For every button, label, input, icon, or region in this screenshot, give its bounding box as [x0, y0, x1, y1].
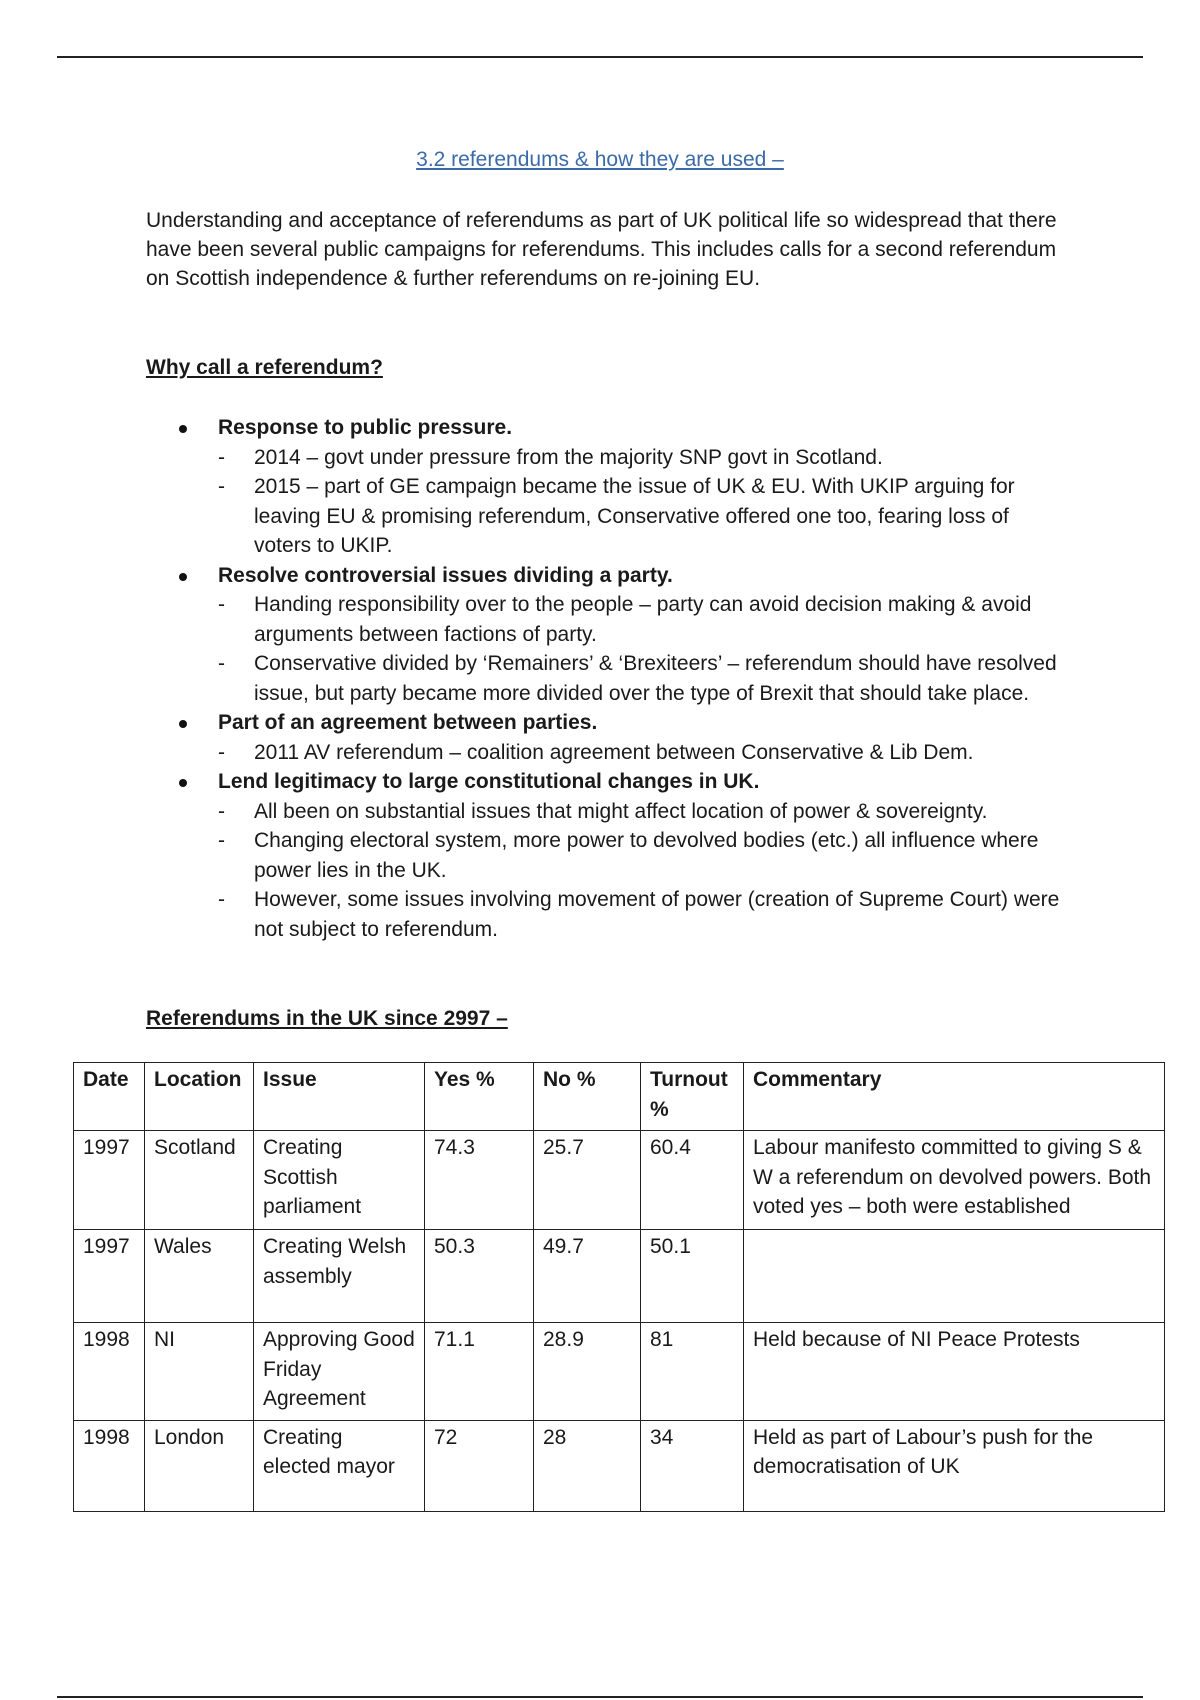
reason-title: Part of an agreement between parties.	[218, 711, 598, 734]
dash-icon: -	[218, 445, 225, 469]
dash-icon: -	[218, 888, 225, 911]
reason-item	[170, 708, 1070, 767]
cell-turnout: 60.4	[641, 1131, 744, 1230]
col-header-location: Location	[145, 1063, 254, 1131]
reason-point	[218, 590, 1070, 649]
cell-no: 25.7	[534, 1131, 641, 1230]
reason-point-text: 2014 – govt under pressure from the majority SNP govt in Scotland.	[254, 445, 883, 469]
col-header-yes: Yes %	[425, 1063, 534, 1131]
dash-icon: -	[218, 475, 225, 498]
col-header-issue: Issue	[254, 1063, 425, 1131]
page-title: 3.2 referendums & how they are used –	[416, 148, 784, 171]
cell-yes: 72	[425, 1420, 534, 1511]
reason-title: Resolve controversial issues dividing a party.	[218, 563, 673, 587]
cell-yes: 71.1	[425, 1323, 534, 1421]
cell-issue: Creating Scottish parliament	[254, 1131, 425, 1230]
bullet-icon	[179, 573, 187, 581]
cell-commentary	[744, 1230, 1165, 1323]
col-header-turnout: Turnout %	[641, 1063, 744, 1131]
col-header-commentary: Commentary	[744, 1063, 1165, 1131]
cell-date: 1997	[74, 1131, 145, 1230]
reason-points	[218, 443, 1070, 561]
reason-point-text: All been on substantial issues that might affect location of power & sovereignty.	[254, 799, 988, 823]
cell-yes: 74.3	[425, 1131, 534, 1230]
reason-point	[218, 443, 1070, 473]
table-row	[74, 1420, 1165, 1511]
reason-point	[218, 826, 1070, 885]
cell-no: 28.9	[534, 1323, 641, 1421]
cell-no: 28	[534, 1420, 641, 1511]
table-header-row	[74, 1063, 1165, 1131]
table-row	[74, 1323, 1165, 1421]
reason-item	[170, 561, 1070, 709]
cell-no: 49.7	[534, 1230, 641, 1323]
reason-point-text: Handing responsibility over to the people – party can avoid decision making & avoid arguments between factions of party.	[254, 593, 1032, 646]
reason-point-text: 2015 – part of GE campaign became the issue of UK & EU. With UKIP arguing for leaving EU & promising referendum, Conservative offered one too, fearing loss of voters to UKIP.	[254, 475, 1015, 557]
header-rule	[57, 56, 1143, 58]
reason-points	[218, 738, 1070, 768]
cell-date: 1997	[74, 1230, 145, 1323]
reason-point-text: 2011 AV referendum – coalition agreement between Conservative & Lib Dem.	[254, 740, 974, 764]
cell-date: 1998	[74, 1323, 145, 1421]
cell-location: Wales	[145, 1230, 254, 1323]
bullet-icon	[179, 425, 187, 433]
cell-location: London	[145, 1420, 254, 1511]
dash-icon: -	[218, 652, 225, 675]
reason-point	[218, 797, 1070, 827]
reason-point	[218, 885, 1070, 944]
reason-point-text: However, some issues involving movement of power (creation of Supreme Court) were not subject to referendum.	[254, 888, 1060, 941]
cell-yes: 50.3	[425, 1230, 534, 1323]
cell-issue: Approving Good Friday Agreement	[254, 1323, 425, 1421]
cell-issue: Creating Welsh assembly	[254, 1230, 425, 1323]
cell-turnout: 81	[641, 1323, 744, 1421]
table-row	[74, 1230, 1165, 1323]
bullet-icon	[179, 720, 187, 728]
cell-issue: Creating elected mayor	[254, 1420, 425, 1511]
col-header-date: Date	[74, 1063, 145, 1131]
reason-title: Response to public pressure.	[218, 416, 513, 439]
reason-point-text: Conservative divided by ‘Remainers’ & ‘Brexiteers’ – referendum should have resolved issue, but party became more divided over the type of Brexit that should take place.	[254, 652, 1057, 705]
why-heading: Why call a referendum?	[146, 356, 383, 379]
dash-icon: -	[218, 740, 225, 764]
referendums-heading: Referendums in the UK since 2997 –	[146, 1007, 508, 1030]
cell-turnout: 34	[641, 1420, 744, 1511]
reason-point	[218, 649, 1070, 708]
cell-commentary: Held because of NI Peace Protests	[744, 1323, 1165, 1421]
cell-commentary: Held as part of Labour’s push for the democratisation of UK	[744, 1420, 1165, 1511]
footer-rule	[57, 1696, 1143, 1698]
reason-points	[218, 797, 1070, 945]
cell-date: 1998	[74, 1420, 145, 1511]
table-row	[74, 1131, 1165, 1230]
cell-location: NI	[145, 1323, 254, 1421]
dash-icon: -	[218, 799, 225, 823]
reason-title: Lend legitimacy to large constitutional changes in UK.	[218, 770, 760, 793]
reason-item	[170, 767, 1070, 944]
dash-icon: -	[218, 593, 225, 616]
referendums-table	[73, 1062, 1165, 1512]
cell-turnout: 50.1	[641, 1230, 744, 1323]
dash-icon: -	[218, 829, 225, 852]
cell-commentary: Labour manifesto committed to giving S & W a referendum on devolved powers. Both voted yes – both were established	[744, 1131, 1165, 1230]
reason-point-text: Changing electoral system, more power to devolved bodies (etc.) all influence where power lies in the UK.	[254, 829, 1039, 882]
reason-item	[170, 413, 1070, 561]
intro-paragraph: Understanding and acceptance of referendums as part of UK political life so widespread that there have been several public campaigns for referendums. This includes calls for a second referendum on Scottish independence & further referendums on re-joining EU.	[146, 209, 1057, 290]
bullet-icon	[179, 779, 187, 787]
reason-points	[218, 590, 1070, 708]
reason-point	[218, 472, 1070, 561]
reasons-list	[170, 413, 1070, 944]
cell-location: Scotland	[145, 1131, 254, 1230]
reason-point	[218, 738, 1070, 768]
col-header-no: No %	[534, 1063, 641, 1131]
